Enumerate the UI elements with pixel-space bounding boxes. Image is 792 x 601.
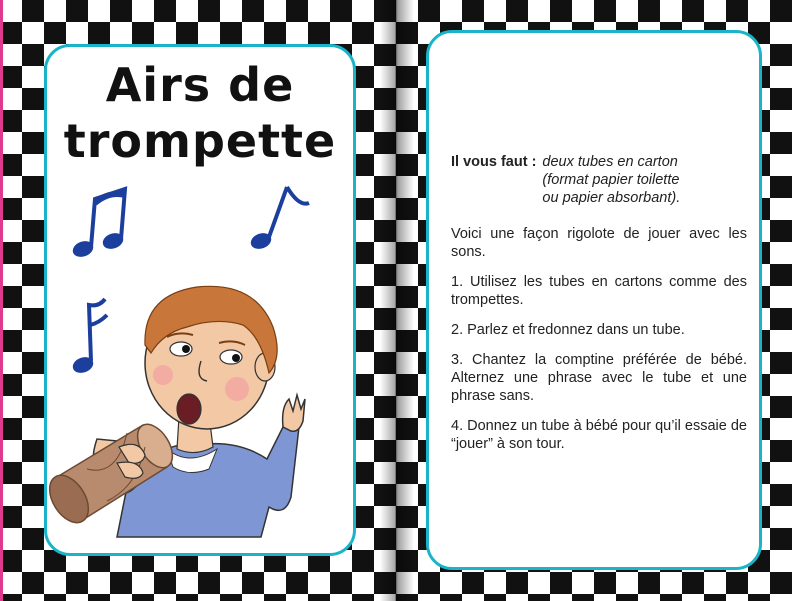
- music-note-icon: [249, 187, 309, 251]
- title-card: [44, 44, 356, 556]
- instructions-text: [451, 153, 747, 465]
- materials-line-1: deux tubes en carton: [542, 154, 678, 170]
- page-title: [47, 57, 353, 169]
- materials-list: [542, 153, 680, 207]
- materials-needed: [451, 153, 747, 207]
- materials-line-3: ou papier absorbant).: [542, 190, 681, 206]
- binding-line: [395, 0, 397, 601]
- music-note-icon: [71, 189, 125, 259]
- materials-line-2: (format papier toilette: [542, 172, 680, 188]
- instructions-card: [426, 30, 762, 570]
- child-trumpet-illustration: [47, 177, 353, 547]
- title-line-2: trompette: [63, 114, 337, 168]
- step-3: 3. Chantez la comptine préférée de bébé. Alternez une phrase avec le tube et une phrase sans.: [451, 352, 747, 404]
- right-page: [396, 0, 792, 601]
- step-1: 1. Utilisez les tubes en cartons comme des trompettes.: [451, 274, 747, 308]
- title-line-1: Airs de: [105, 58, 295, 112]
- page-edge: [0, 0, 3, 601]
- materials-label: Il vous faut :: [451, 154, 537, 170]
- music-note-icon: [71, 299, 107, 375]
- intro-paragraph: Voici une façon rigolote de jouer avec les sons.: [451, 226, 747, 260]
- step-4: 4. Donnez un tube à bébé pour qu’il essaie de “jouer” à son tour.: [451, 418, 747, 452]
- step-2: 2. Parlez et fredonnez dans un tube.: [451, 322, 685, 338]
- book-gutter: [380, 0, 414, 601]
